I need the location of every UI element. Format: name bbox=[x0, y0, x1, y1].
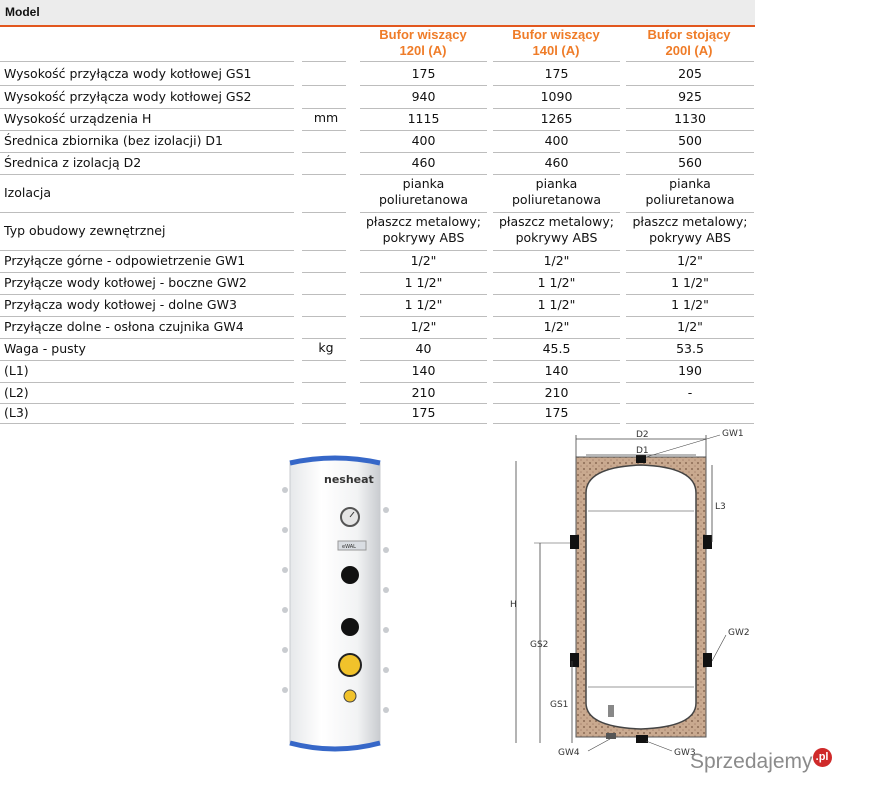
table-cell bbox=[626, 275, 754, 291]
row-divider bbox=[626, 130, 754, 131]
product-plate: eWAL bbox=[342, 544, 356, 550]
table-cell bbox=[626, 214, 754, 246]
row-divider bbox=[0, 382, 294, 383]
header-divider bbox=[360, 61, 487, 62]
row-label: Wysokość przyłącza wody kotłowej GS2 bbox=[4, 88, 252, 104]
row-divider bbox=[0, 403, 294, 404]
row-label: Przyłącza wody kotłowej - dolne GW3 bbox=[4, 297, 237, 312]
label-gw2: GW2 bbox=[728, 628, 750, 638]
row-divider bbox=[493, 338, 620, 339]
table-cell bbox=[626, 89, 754, 105]
cell-value: pianka bbox=[535, 176, 578, 191]
row-divider bbox=[626, 85, 754, 86]
cell-value: 460 bbox=[411, 155, 436, 170]
row-label: (L1) bbox=[4, 363, 29, 378]
row-divider bbox=[302, 360, 346, 361]
cell-value: 1 1/2" bbox=[404, 297, 443, 312]
row-divider bbox=[493, 130, 620, 131]
table-cell bbox=[360, 89, 487, 105]
row-label: Izolacja bbox=[4, 185, 52, 200]
buffer-tank-image bbox=[280, 455, 390, 755]
cell-value: 45.5 bbox=[542, 341, 571, 356]
row-label: (L2) bbox=[4, 384, 29, 400]
column-header-line2: 200l (A) bbox=[665, 43, 713, 58]
model-label: Model bbox=[5, 5, 40, 19]
cell-value: 1/2" bbox=[543, 319, 570, 334]
label-d2: D2 bbox=[636, 430, 649, 440]
row-divider bbox=[626, 382, 754, 383]
row-label: Wysokość przyłącza wody kotłowej GS1 bbox=[4, 65, 252, 81]
table-cell bbox=[493, 214, 620, 246]
cell-value: 1 1/2" bbox=[537, 297, 576, 312]
cell-value: 1090 bbox=[540, 88, 573, 104]
table-cell bbox=[360, 341, 487, 357]
row-divider bbox=[360, 403, 487, 404]
table-cell bbox=[626, 319, 754, 335]
row-divider bbox=[360, 250, 487, 251]
row-label: Przyłącze górne - odpowietrzenie GW1 bbox=[4, 253, 246, 268]
label-gs2: GS2 bbox=[530, 640, 549, 650]
row-divider bbox=[0, 272, 294, 273]
table-cell bbox=[493, 253, 620, 269]
cell-value: 460 bbox=[544, 155, 569, 170]
row-divider bbox=[302, 212, 346, 213]
cell-value: 1130 bbox=[674, 111, 706, 126]
row-divider bbox=[0, 360, 294, 361]
cell-value: 1/2" bbox=[677, 253, 703, 268]
row-divider bbox=[0, 212, 294, 213]
row-divider bbox=[302, 152, 346, 153]
cell-value: 175 bbox=[411, 405, 436, 420]
row-label: Typ obudowy zewnętrznej bbox=[4, 223, 166, 238]
cell-value: 40 bbox=[415, 341, 432, 356]
header-divider bbox=[0, 61, 294, 62]
cell-value: płaszcz metalowy; bbox=[632, 214, 748, 229]
cell-value: płaszcz metalowy; bbox=[498, 214, 614, 229]
table-cell bbox=[493, 297, 620, 313]
label-gw1: GW1 bbox=[722, 429, 744, 439]
technical-diagram bbox=[498, 425, 768, 765]
row-divider bbox=[626, 272, 754, 273]
table-cell bbox=[360, 111, 487, 127]
table-cell bbox=[360, 319, 487, 335]
label-h: H bbox=[510, 600, 517, 610]
row-divider bbox=[493, 152, 620, 153]
cell-value: 175 bbox=[544, 65, 569, 81]
row-divider bbox=[302, 108, 346, 109]
table-cell bbox=[493, 405, 620, 421]
row-divider bbox=[493, 272, 620, 273]
table-cell bbox=[360, 275, 487, 291]
watermark-text: Sprzedajemy bbox=[690, 750, 813, 773]
table-cell bbox=[493, 275, 620, 291]
cell-value: 1 1/2" bbox=[671, 297, 709, 312]
row-divider bbox=[360, 85, 487, 86]
row-divider bbox=[493, 174, 620, 175]
row-divider bbox=[493, 294, 620, 295]
table-cell bbox=[360, 133, 487, 149]
cell-value-line2: poliuretanowa bbox=[511, 192, 602, 207]
cell-value: 925 bbox=[678, 88, 702, 104]
row-divider bbox=[360, 152, 487, 153]
row-divider bbox=[626, 212, 754, 213]
table-cell bbox=[360, 253, 487, 269]
cell-value: - bbox=[687, 384, 693, 400]
label-gs1: GS1 bbox=[550, 700, 569, 710]
row-divider bbox=[626, 338, 754, 339]
row-divider bbox=[626, 294, 754, 295]
row-divider bbox=[493, 403, 620, 404]
label-d1: D1 bbox=[636, 446, 649, 456]
row-divider bbox=[493, 85, 620, 86]
column-header-line2: 120l (A) bbox=[399, 43, 447, 58]
row-divider bbox=[360, 382, 487, 383]
row-divider bbox=[493, 108, 620, 109]
cell-value: 205 bbox=[678, 65, 702, 81]
header-divider bbox=[493, 61, 620, 62]
cell-value-line2: pokrywy ABS bbox=[649, 230, 731, 245]
row-divider bbox=[493, 212, 620, 213]
cell-value-line2: poliuretanowa bbox=[378, 192, 469, 207]
table-cell bbox=[493, 363, 620, 379]
row-divider bbox=[0, 85, 294, 86]
column-header-140l bbox=[493, 27, 619, 61]
table-cell bbox=[493, 133, 620, 149]
cell-value: 400 bbox=[544, 133, 569, 148]
table-cell bbox=[360, 155, 487, 171]
cell-value: pianka bbox=[402, 176, 445, 191]
row-divider bbox=[302, 294, 346, 295]
row-divider bbox=[360, 423, 487, 424]
column-header-200l bbox=[626, 27, 752, 61]
table-cell bbox=[493, 341, 620, 357]
cell-value: 190 bbox=[678, 363, 702, 378]
row-divider bbox=[360, 108, 487, 109]
cell-value-line2: pokrywy ABS bbox=[515, 230, 598, 245]
table-cell bbox=[626, 111, 754, 127]
row-label: (L3) bbox=[4, 405, 29, 420]
row-label: Średnica zbiornika (bez izolacji) D1 bbox=[4, 133, 224, 148]
table-cell bbox=[626, 155, 754, 171]
table-cell bbox=[493, 319, 620, 335]
row-divider bbox=[360, 272, 487, 273]
row-divider bbox=[0, 108, 294, 109]
cell-value: 1/2" bbox=[410, 253, 437, 268]
row-divider bbox=[302, 85, 346, 86]
row-divider bbox=[626, 250, 754, 251]
row-divider bbox=[0, 174, 294, 175]
table-cell bbox=[626, 253, 754, 269]
row-divider bbox=[360, 316, 487, 317]
cell-value: 940 bbox=[411, 88, 436, 104]
cell-value: 560 bbox=[678, 155, 702, 170]
row-divider bbox=[302, 272, 346, 273]
cell-value: pianka bbox=[669, 176, 711, 191]
column-header-120l bbox=[360, 27, 486, 61]
row-divider bbox=[0, 130, 294, 131]
row-divider bbox=[302, 250, 346, 251]
column-header-line1: Bufor wiszący bbox=[379, 27, 467, 42]
cell-value: 140 bbox=[544, 363, 569, 378]
cell-value: 210 bbox=[544, 384, 569, 400]
cell-value: 1265 bbox=[540, 111, 573, 126]
table-cell bbox=[360, 214, 487, 246]
row-divider bbox=[626, 174, 754, 175]
cell-value: 1/2" bbox=[543, 253, 570, 268]
unit-kg: kg bbox=[318, 340, 334, 355]
table-cell bbox=[360, 297, 487, 313]
row-label: Średnica z izolacją D2 bbox=[4, 155, 142, 170]
cell-value-line2: poliuretanowa bbox=[645, 192, 735, 207]
column-header-line1: Bufor stojący bbox=[647, 27, 731, 42]
row-divider bbox=[626, 403, 754, 404]
row-divider bbox=[360, 130, 487, 131]
row-divider bbox=[302, 130, 346, 131]
row-divider bbox=[493, 382, 620, 383]
header-divider bbox=[302, 61, 346, 62]
cell-value: 175 bbox=[411, 65, 436, 81]
table-cell bbox=[493, 385, 620, 401]
row-divider bbox=[302, 174, 346, 175]
row-divider bbox=[360, 360, 487, 361]
row-divider bbox=[0, 250, 294, 251]
cell-value: 500 bbox=[678, 133, 702, 148]
row-divider bbox=[493, 250, 620, 251]
row-label: Waga - pusty bbox=[4, 341, 86, 356]
row-divider bbox=[493, 316, 620, 317]
brand-logo: nesheat bbox=[324, 473, 374, 486]
table-cell bbox=[360, 385, 487, 401]
table-cell bbox=[493, 66, 620, 82]
table-cell bbox=[360, 66, 487, 82]
table-cell bbox=[360, 363, 487, 379]
row-divider bbox=[626, 152, 754, 153]
column-header-line1: Bufor wiszący bbox=[512, 27, 600, 42]
cell-value: płaszcz metalowy; bbox=[365, 214, 481, 229]
row-divider bbox=[0, 423, 294, 424]
cell-value-line2: pokrywy ABS bbox=[382, 230, 465, 245]
row-divider bbox=[0, 316, 294, 317]
unit-mm: mm bbox=[313, 110, 339, 125]
table-cell bbox=[493, 111, 620, 127]
row-divider bbox=[360, 212, 487, 213]
table-cell bbox=[626, 385, 754, 401]
row-divider bbox=[302, 316, 346, 317]
table-cell bbox=[360, 405, 487, 421]
table-cell bbox=[626, 176, 754, 208]
cell-value: 400 bbox=[411, 133, 436, 148]
table-cell bbox=[626, 341, 754, 357]
cell-value: 1/2" bbox=[677, 319, 703, 334]
row-divider bbox=[0, 338, 294, 339]
table-cell bbox=[626, 133, 754, 149]
cell-value: 1 1/2" bbox=[404, 275, 443, 290]
cell-value: 53.5 bbox=[676, 341, 704, 356]
row-divider bbox=[302, 338, 346, 339]
table-cell bbox=[493, 155, 620, 171]
cell-value: 1 1/2" bbox=[671, 275, 709, 290]
row-divider bbox=[626, 423, 754, 424]
header-divider bbox=[626, 61, 754, 62]
table-cell bbox=[626, 297, 754, 313]
table-cell bbox=[626, 66, 754, 82]
label-l3: L3 bbox=[715, 502, 726, 512]
table-title-bar bbox=[0, 0, 755, 27]
cell-value: 140 bbox=[411, 363, 436, 378]
row-divider bbox=[360, 294, 487, 295]
label-gw4: GW4 bbox=[558, 748, 580, 758]
cell-value: 1/2" bbox=[410, 319, 437, 334]
row-divider bbox=[493, 423, 620, 424]
cell-value: 1115 bbox=[407, 111, 440, 126]
row-label: Przyłącze wody kotłowej - boczne GW2 bbox=[4, 275, 247, 290]
label-gw3: GW3 bbox=[674, 748, 696, 758]
table-cell bbox=[626, 363, 754, 379]
row-divider bbox=[0, 152, 294, 153]
row-divider bbox=[626, 316, 754, 317]
table-cell bbox=[493, 89, 620, 105]
row-divider bbox=[302, 423, 346, 424]
cell-value: 1 1/2" bbox=[537, 275, 576, 290]
row-divider bbox=[302, 382, 346, 383]
row-divider bbox=[360, 338, 487, 339]
row-divider bbox=[493, 360, 620, 361]
watermark bbox=[690, 748, 832, 774]
row-divider bbox=[360, 174, 487, 175]
column-header-line2: 140l (A) bbox=[532, 43, 580, 58]
row-divider bbox=[626, 360, 754, 361]
table-cell bbox=[360, 176, 487, 208]
row-divider bbox=[302, 403, 346, 404]
row-divider bbox=[0, 294, 294, 295]
cell-value: 210 bbox=[411, 384, 436, 400]
row-divider bbox=[626, 108, 754, 109]
cell-value: 175 bbox=[544, 405, 569, 420]
row-label: Przyłącze dolne - osłona czujnika GW4 bbox=[4, 319, 244, 334]
table-cell bbox=[493, 176, 620, 208]
watermark-badge: .pl bbox=[813, 748, 832, 767]
row-label: Wysokość urządzenia H bbox=[4, 111, 152, 126]
